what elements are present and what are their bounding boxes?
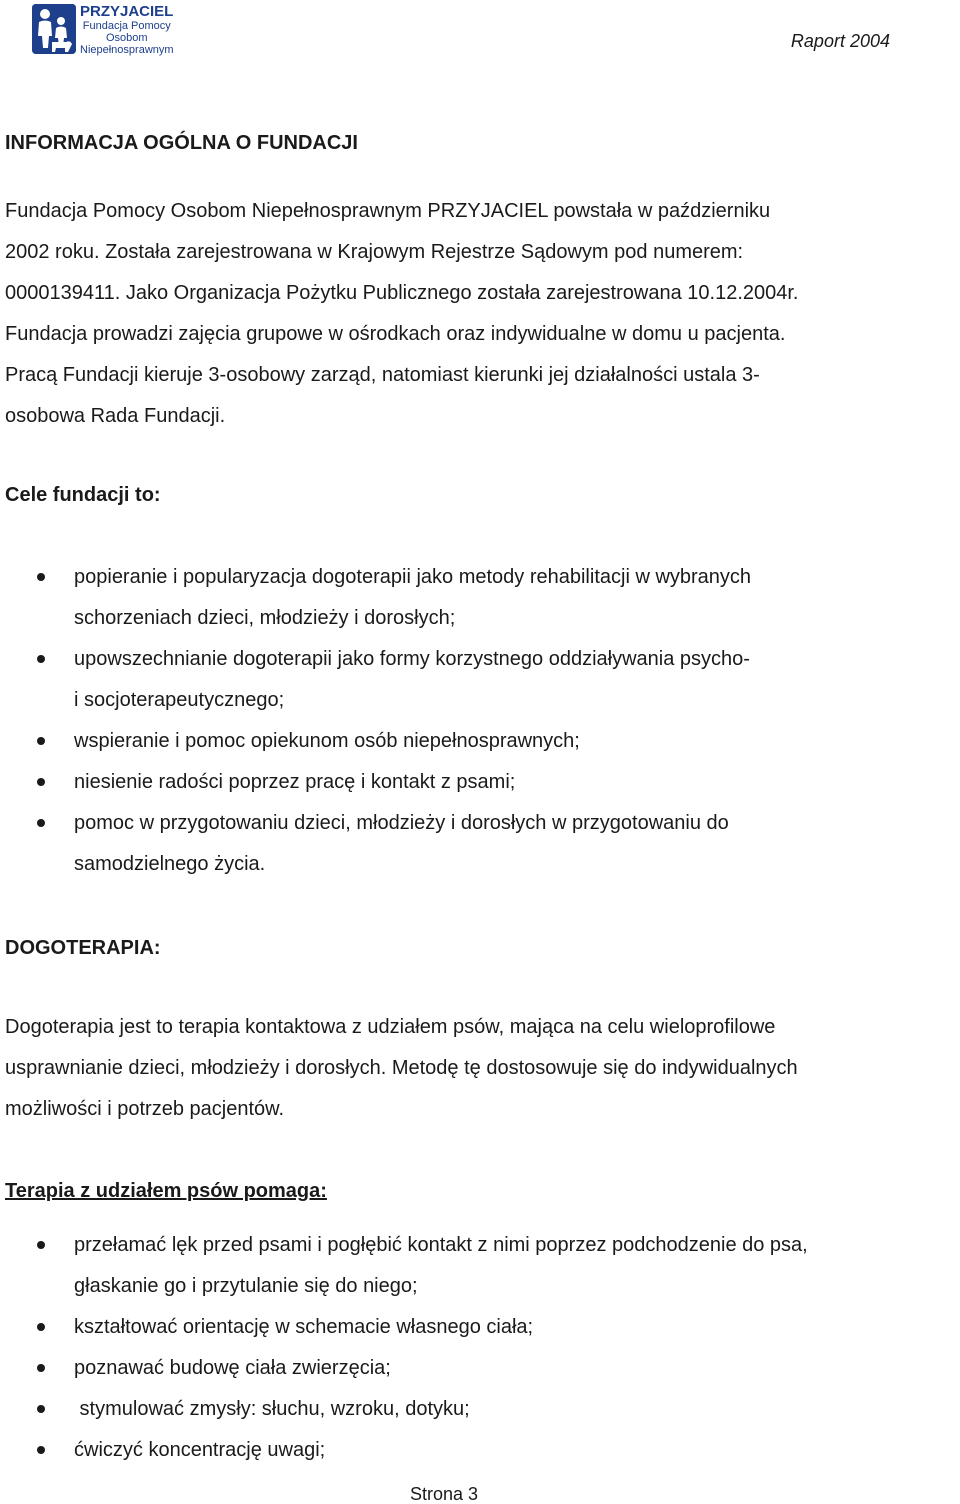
bullet-icon (37, 1446, 45, 1454)
section-heading-dogoterapia: DOGOTERAPIA: (5, 937, 161, 959)
logo-line-1: Fundacja Pomocy (82, 20, 171, 32)
list-item-line: głaskanie go i przytulanie się do niego; (74, 1275, 418, 1297)
page-number: Strona 3 (410, 1484, 479, 1504)
page-header (0, 0, 960, 70)
section-heading-therapy: Terapia z udziałem psów pomaga: (5, 1180, 327, 1202)
list-item (5, 1307, 940, 1348)
list-item-line: niesienie radości poprzez pracę i kontakt z psami; (74, 771, 516, 793)
list-item-line: kształtować orientację w schemacie własnego ciała; (74, 1316, 534, 1338)
bullet-icon (37, 573, 45, 581)
list-item (5, 557, 940, 639)
list-item (5, 1389, 940, 1430)
logo-text (80, 4, 174, 56)
list-item (5, 1348, 940, 1389)
logo-line-3: Niepełnosprawnym (80, 44, 174, 56)
list-item-line: ćwiczyć koncentrację uwagi; (74, 1439, 326, 1461)
dogoterapia-paragraph (5, 1007, 940, 1130)
bullet-icon (37, 1241, 45, 1249)
list-item (5, 639, 940, 721)
paragraph-line: 0000139411. Jako Organizacja Pożytku Publicznego została zarejestrowana 10.12.2004r. (5, 282, 799, 304)
list-item-line: samodzielnego życia. (74, 853, 266, 875)
list-item-line: poznawać budowę ciała zwierzęcia; (74, 1357, 391, 1379)
list-item-line: schorzeniach dzieci, młodzieży i dorosłych; (74, 607, 456, 629)
logo-people-dog-icon (32, 4, 76, 54)
list-item-line: i socjoterapeutycznego; (74, 689, 285, 711)
paragraph-line: Dogoterapia jest to terapia kontaktowa z udziałem psów, mająca na celu wieloprofilowe (5, 1016, 776, 1038)
list-item-line: stymulować zmysły: słuchu, wzroku, dotyku; (74, 1398, 470, 1420)
list-item (5, 1225, 940, 1307)
paragraph-line: usprawnianie dzieci, młodzieży i dorosłych. Metodę tę dostosowuje się do indywidualnych (5, 1057, 798, 1079)
bullet-icon (37, 778, 45, 786)
list-item-line: przełamać lęk przed psami i pogłębić kontakt z nimi poprzez podchodzenie do psa, (74, 1234, 808, 1256)
bullet-icon (37, 1364, 45, 1372)
paragraph-line: Fundacja Pomocy Osobom Niepełnosprawnym PRZYJACIEL powstała w październiku (5, 200, 771, 222)
logo-title: PRZYJACIEL (80, 3, 174, 20)
list-item-line: pomoc w przygotowaniu dzieci, młodzieży i dorosłych w przygotowaniu do (74, 812, 729, 834)
report-label: Raport 2004 (790, 31, 890, 51)
logo-line-2: Osobom (105, 32, 148, 44)
bullet-icon (37, 737, 45, 745)
general-info-paragraph (5, 191, 940, 437)
foundation-logo (32, 4, 182, 56)
paragraph-line: 2002 roku. Została zarejestrowana w Krajowym Rejestrze Sądowym pod numerem: (5, 241, 744, 263)
paragraph-line: Pracą Fundacji kieruje 3-osobowy zarząd, natomiast kierunki jej działalności ustala 3- (5, 364, 760, 386)
bullet-icon (37, 1323, 45, 1331)
section-heading-general-info: INFORMACJA OGÓLNA O FUNDACJI (5, 132, 358, 154)
section-heading-goals: Cele fundacji to: (5, 484, 161, 506)
bullet-icon (37, 819, 45, 827)
goals-list (5, 557, 940, 885)
therapy-list (5, 1225, 940, 1471)
list-item-line: upowszechnianie dogoterapii jako formy korzystnego oddziaływania psycho- (74, 648, 750, 670)
list-item (5, 803, 940, 885)
bullet-icon (37, 1405, 45, 1413)
list-item (5, 721, 940, 762)
list-item-line: wspieranie i pomoc opiekunom osób niepełnosprawnych; (74, 730, 580, 752)
list-item-line: popieranie i popularyzacja dogoterapii jako metody rehabilitacji w wybranych (74, 566, 752, 588)
paragraph-line: możliwości i potrzeb pacjentów. (5, 1098, 285, 1120)
bullet-icon (37, 655, 45, 663)
list-item (5, 762, 940, 803)
list-item (5, 1430, 940, 1471)
paragraph-line: osobowa Rada Fundacji. (5, 405, 226, 427)
paragraph-line: Fundacja prowadzi zajęcia grupowe w ośrodkach oraz indywidualne w domu u pacjenta. (5, 323, 786, 345)
